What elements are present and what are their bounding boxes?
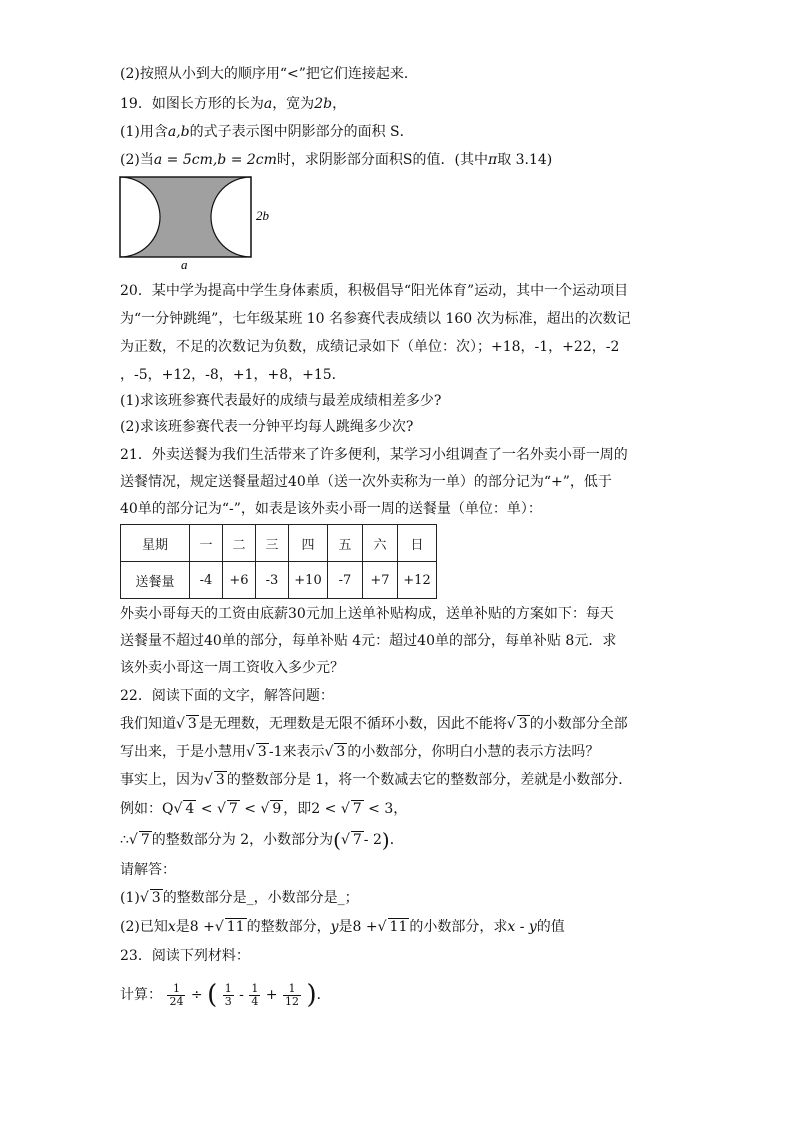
q20-line2: 为“一分钟跳绳”，七年级某班 10 名参赛代表成绩以 160 次为标准，超出的次数记 (120, 311, 631, 327)
q21-after3: 该外卖小哥这一周工资收入多少元？ (120, 660, 344, 676)
q22-line1: 我们知道√ 3 是无理数，无理数是无限不循环小数，因此不能将√ 3 的小数部分全部 (120, 716, 628, 732)
fraction: $\frac{1}{12}$ (284, 981, 299, 1008)
q21-after1: 外卖小哥每天的工资由底薪30元加上送单补贴构成，送单补贴的方案如下：每天 (120, 606, 614, 622)
side-label: 2b (256, 208, 269, 223)
table-row (121, 525, 437, 562)
q18-part2: (2)按照从小到大的顺序用“<”把它们连接起来． (120, 66, 418, 82)
q22-line3: 事实上，因为√ 3 的整数部分是 1，将一个数减去它的整数部分，差就是小数部分． (120, 772, 633, 788)
bottom-label: a (181, 257, 188, 271)
q22-ask: 请解答： (120, 862, 176, 878)
value-cell: +10 (289, 562, 328, 599)
table-header-label: 星期 (121, 525, 190, 562)
day-cell: 五 (328, 525, 363, 562)
value-cell: +6 (223, 562, 256, 599)
q20-line1: 20．某中学为提高中学生身体素质，积极倡导“阳光体育”运动，其中一个运动项目 (120, 283, 629, 299)
q19-part2: (2)当a = 5cm,b = 2cm时，求阴影部分面积S的值．(其中π取 3.14) (120, 152, 553, 168)
q23-title: 23．阅读下列材料： (120, 948, 250, 964)
day-cell: 三 (256, 525, 289, 562)
value-cell: +12 (398, 562, 437, 599)
day-cell: 六 (363, 525, 398, 562)
q22-title: 22．阅读下面的文字，解答问题： (120, 688, 334, 704)
value-cell: -7 (328, 562, 363, 599)
q22-line2: 写出来，于是小慧用√ 3 -1来表示√ 3 的小数部分，你明白小慧的表示方法吗？ (120, 744, 600, 760)
q19-part1: (1)用含a,b的式子表示图中阴影部分的面积 S． (120, 124, 414, 140)
q20-part2: (2)求该班参赛代表一分钟平均每人跳绳多少次? (120, 419, 414, 435)
fraction: $\frac{1}{24}$ (169, 981, 184, 1008)
q21-line3: 40单的部分记为“-”，如表是该外卖小哥一周的送餐量（单位：单）： (120, 501, 542, 517)
q22-part2: (2)已知x是8 +√ 11 的整数部分，y是8 +√ 11 的小数部分，求x - y的值 (120, 919, 565, 935)
value-cell: -3 (256, 562, 289, 599)
q22-part1: (1)√ 3 的整数部分是_，小数部分是_； (120, 890, 359, 906)
q22-line4: 例如：Q√ 4 < √ 7 < √ 9 ，即2 < √ 7 < 3， (120, 801, 408, 817)
table-row-label: 送餐量 (121, 562, 190, 599)
q20-part1: (1)求该班参赛代表最好的成绩与最差成绩相差多少? (120, 393, 442, 409)
day-cell: 日 (398, 525, 437, 562)
q20-line3: 为正数，不足的次数记为负数，成绩记录如下（单位：次）；+18，-1，+22，-2 (120, 339, 620, 355)
q23-calc: 计算： $\frac{1}{24}$ ÷ ( $\frac{1}{3}$ - $\frac{1}{4}$ + $\frac{1}{12}$ )． (120, 980, 331, 1010)
q22-line5: ∴√ 7 的整数部分为 2，小数部分为(√ 7 - 2)． (120, 828, 404, 852)
q19-stem: 19．如图长方形的长为a，宽为2b， (120, 96, 347, 112)
fraction: $\frac{1}{4}$ (251, 981, 259, 1008)
q20-line4: ，-5，+12，-8，+1，+8，+15． (120, 367, 346, 383)
q21-line2: 送餐情况，规定送餐量超过40单（送一次外卖称为一单）的部分记为“+”，低于 (120, 474, 612, 490)
value-cell: +7 (363, 562, 398, 599)
q21-line1: 21．外卖送餐为我们生活带来了许多便利，某学习小组调查了一名外卖小哥一周的 (120, 447, 628, 463)
day-cell: 一 (190, 525, 223, 562)
day-cell: 四 (289, 525, 328, 562)
delivery-table (120, 524, 437, 599)
fraction: $\frac{1}{3}$ (224, 981, 232, 1008)
q21-after2: 送餐量不超过40单的部分，每单补贴 4元：超过40单的部分，每单补贴 8元．求 (120, 633, 617, 649)
rectangle-figure (118, 175, 298, 271)
day-cell: 二 (223, 525, 256, 562)
value-cell: -4 (190, 562, 223, 599)
table-row (121, 562, 437, 599)
